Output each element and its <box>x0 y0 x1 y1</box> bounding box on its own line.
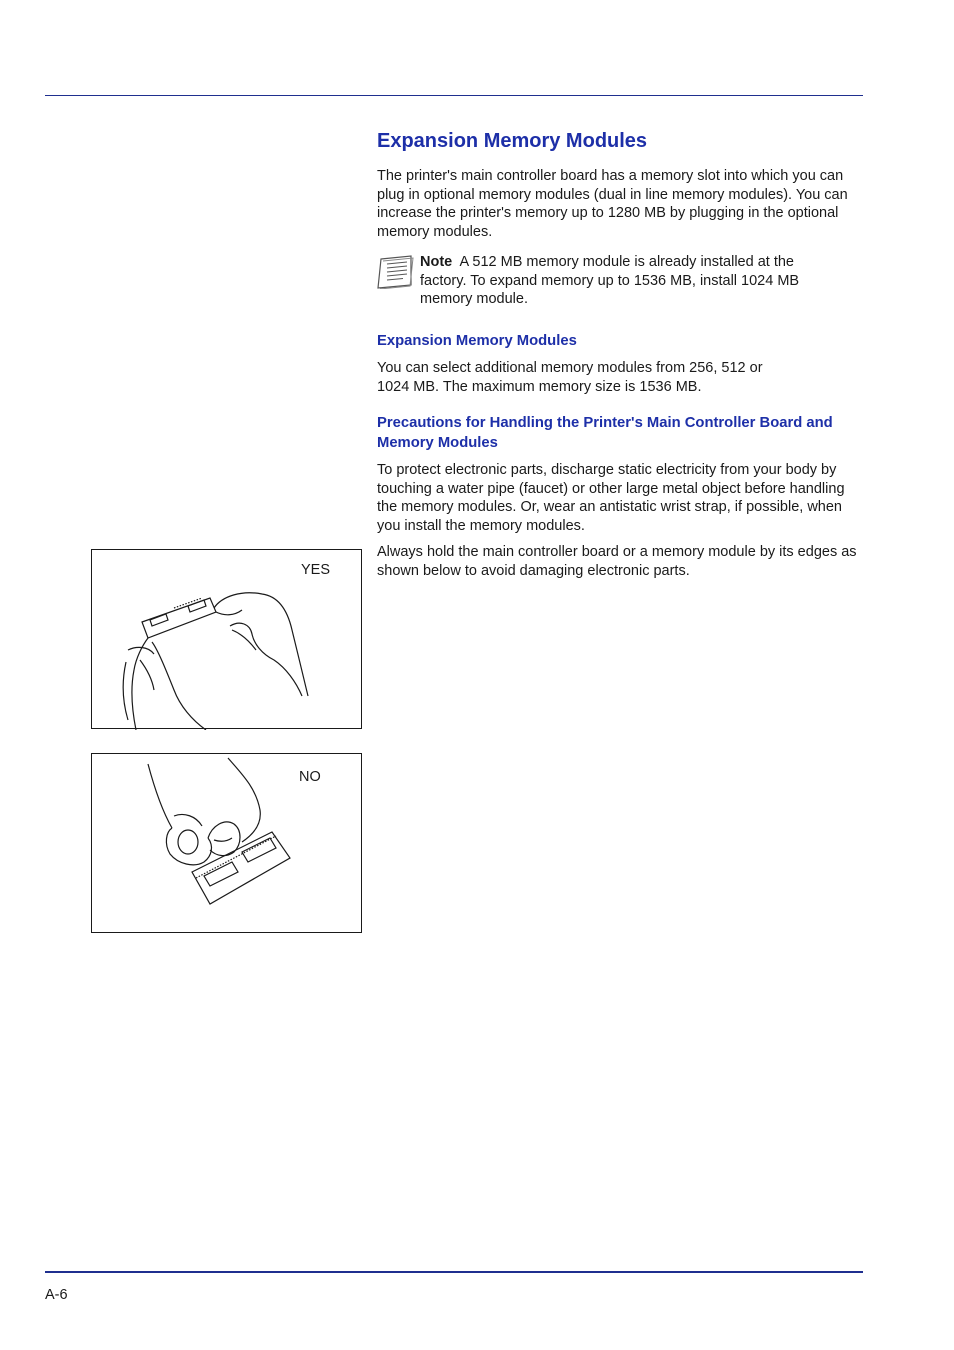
section-heading-expansion: Expansion Memory Modules <box>377 333 577 349</box>
page-title: Expansion Memory Modules <box>377 130 648 152</box>
figure-label-no: NO <box>299 769 321 785</box>
precautions-paragraph-1: To protect electronic parts, discharge static electricity from your body by touching a water pipe (faucet) or other large metal object before handling the memory modules. Or, wear an antistatic wrist strap, if possible, when you install the memory modules. <box>377 462 845 534</box>
footer-rule <box>45 1271 863 1273</box>
figure-label-yes: YES <box>301 562 331 578</box>
intro-paragraph: The printer's main controller board has a memory slot into which you can plug in optional memory modules (dual in line memory modules). You can increase the printer's memory up to 1280 MB by plugging in the optional memory modules. <box>377 168 848 240</box>
section-heading-precautions: Precautions for Handling the Printer's Main Controller Board and Memory Modules <box>377 415 833 451</box>
note-icon <box>377 255 415 289</box>
page-number: A-6 <box>45 1287 68 1303</box>
figure-incorrect-handling <box>91 753 362 933</box>
note-label: Note <box>420 254 453 270</box>
note-text <box>420 253 830 309</box>
figure-correct-handling <box>91 549 362 729</box>
precautions-paragraph-2: Always hold the main controller board or a memory module by its edges as shown below to avoid damaging electronic parts. <box>377 544 857 579</box>
header-rule <box>45 95 863 96</box>
hand-touching-module-contacts-illustration <box>92 754 363 934</box>
note-body: A 512 MB memory module is already installed at the factory. To expand memory up to 1536 MB, install 1024 MB memory module. <box>420 254 800 307</box>
section-paragraph-expansion: You can select additional memory modules from 256, 512 or 1024 MB. The maximum memory size is 1536 MB. <box>377 360 763 395</box>
